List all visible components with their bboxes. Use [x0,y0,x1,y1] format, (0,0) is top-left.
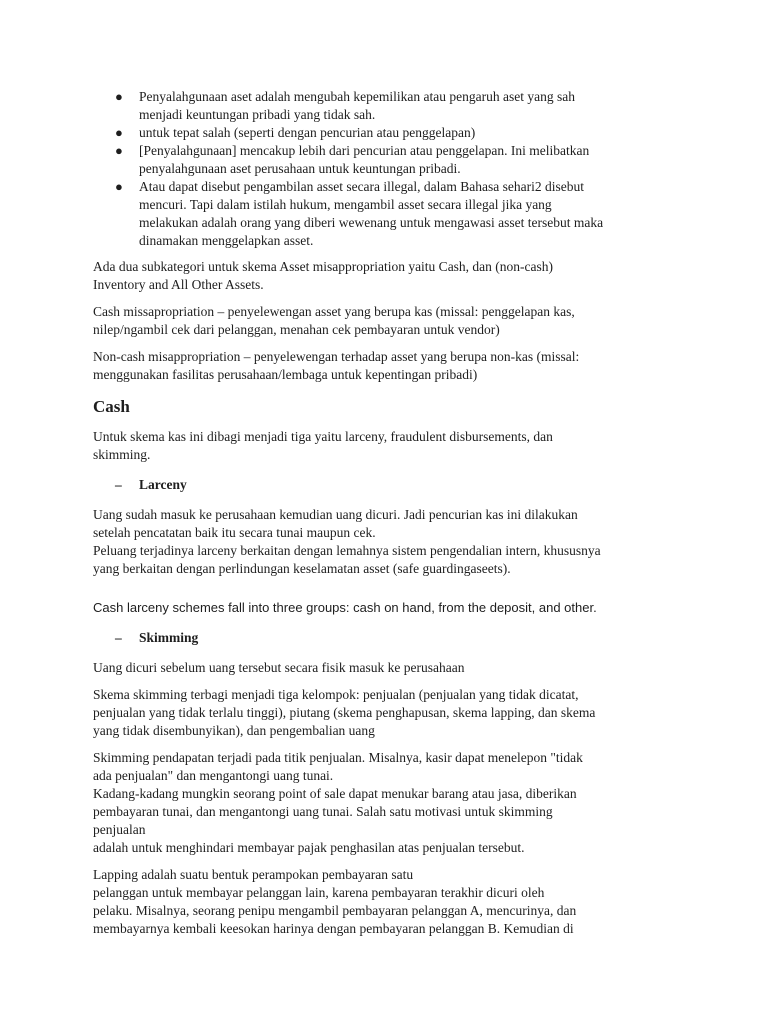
text-line: Lapping adalah suatu bentuk perampokan pembayaran satu [93,867,414,882]
text-line: pembayaran tunai, dan mengantongi uang tunai. Salah satu motivasi untuk skimming [93,804,553,819]
text-line: Skema skimming terbagi menjadi tiga kelompok: penjualan (penjualan yang tidak dicatat, [93,687,579,702]
text-line: Ada dua subkategori untuk skema Asset misappropriation yaitu Cash, dan (non-cash) [93,259,554,274]
larceny-heading [115,476,658,494]
dash-bullet: – [115,477,122,492]
spacer [93,587,658,599]
text-line: penjualan yang tidak terlalu tinggi), piutang (skema penghapusan, skema lapping, dan skema [93,705,596,720]
text-line: Peluang terjadinya larceny berkaitan dengan lemahnya sistem pengendalian intern, khususnya [93,543,601,558]
cash-heading: Cash [93,397,130,416]
skimming-groups-paragraph [93,686,658,740]
noncash-definition-paragraph [93,348,658,384]
text-line: Inventory and All Other Assets. [93,277,264,292]
bullet-icon: ● [115,143,123,158]
text-line: untuk tepat salah (seperti dengan pencurian atau penggelapan) [139,125,476,140]
text-line: mencuri. Tapi dalam istilah hukum, mengambil asset secara illegal jika yang [139,197,552,212]
text-line: menjadi keuntungan pribadi yang tidak sah. [139,107,376,122]
text-line: Skimming pendapatan terjadi pada titik penjualan. Misalnya, kasir dapat menelepon "tidak [93,750,583,765]
text-line: pelanggan untuk membayar pelanggan lain, karena pembayaran terakhir dicuri oleh [93,885,545,900]
lapping-paragraph [93,866,658,938]
text-line: dinamakan menggelapkan asset. [139,233,314,248]
dash-bullet: – [115,630,122,645]
bullet-icon: ● [115,125,123,140]
text-line: pelaku. Misalnya, seorang penipu mengambil pembayaran pelanggan A, mencurinya, dan [93,903,577,918]
text-line: [Penyalahgunaan] mencakup lebih dari pencurian atau penggelapan. Ini melibatkan [139,143,590,158]
text-line: penjualan [93,822,146,837]
cash-intro-paragraph [93,428,658,464]
text-line: yang tidak disembunyikan), dan pengembalian uang [93,723,375,738]
text-line: Penyalahgunaan aset adalah mengubah kepemilikan atau pengaruh aset yang sah [139,89,575,104]
text-line: Cash larceny schemes fall into three groups: cash on hand, from the deposit, and other. [93,600,597,615]
list-item [93,88,658,124]
text-line: setelah pencatatan baik itu secara tunai maupun cek. [93,525,376,540]
text-line: Cash missapropriation – penyelewengan asset yang berupa kas (missal: penggelapan kas, [93,304,575,319]
text-line: nilep/ngambil cek dari pelanggan, menahan cek pembayaran untuk vendor) [93,322,500,337]
list-item [93,142,658,178]
skimming-heading [115,629,658,647]
skimming-heading-text: Skimming [139,630,199,645]
bullet-icon: ● [115,179,123,194]
text-line: penyalahgunaan aset perusahaan untuk keuntungan pribadi. [139,161,461,176]
text-line: Untuk skema kas ini dibagi menjadi tiga yaitu larceny, fraudulent disbursements, dan [93,429,553,444]
larceny-paragraph [93,506,658,578]
text-line: Uang dicuri sebelum uang tersebut secara fisik masuk ke perusahaan [93,660,465,675]
text-line: adalah untuk menghindari membayar pajak penghasilan atas penjualan tersebut. [93,840,525,855]
larceny-heading-text: Larceny [139,477,187,492]
text-line: yang berkaitan dengan perlindungan keselamatan asset (safe guardingaseets). [93,561,511,576]
bullet-list [93,88,658,250]
skimming-definition-paragraph [93,659,658,677]
text-line: menggunakan fasilitas perusahaan/lembaga untuk kepentingan pribadi) [93,367,478,382]
cash-definition-paragraph [93,303,658,339]
text-line: Atau dapat disebut pengambilan asset secara illegal, dalam Bahasa sehari2 disebut [139,179,584,194]
skimming-revenue-paragraph [93,749,658,857]
subcategories-paragraph [93,258,658,294]
list-item [93,124,658,142]
text-line: skimming. [93,447,151,462]
larceny-groups-paragraph [93,599,658,617]
text-line: Uang sudah masuk ke perusahaan kemudian uang dicuri. Jadi pencurian kas ini dilakukan [93,507,578,522]
text-line: ada penjualan" dan mengantongi uang tunai. [93,768,334,783]
text-line: Kadang-kadang mungkin seorang point of sale dapat menukar barang atau jasa, diberikan [93,786,577,801]
document-body [93,88,658,947]
text-line: Non-cash misappropriation – penyelewengan terhadap asset yang berupa non-kas (missal: [93,349,580,364]
text-line: membayarnya kembali keesokan harinya dengan pembayaran pelanggan B. Kemudian di [93,921,574,936]
list-item [93,178,658,250]
bullet-icon: ● [115,89,123,104]
text-line: melakukan adalah orang yang diberi wewenang untuk mengawasi asset tersebut maka [139,215,604,230]
